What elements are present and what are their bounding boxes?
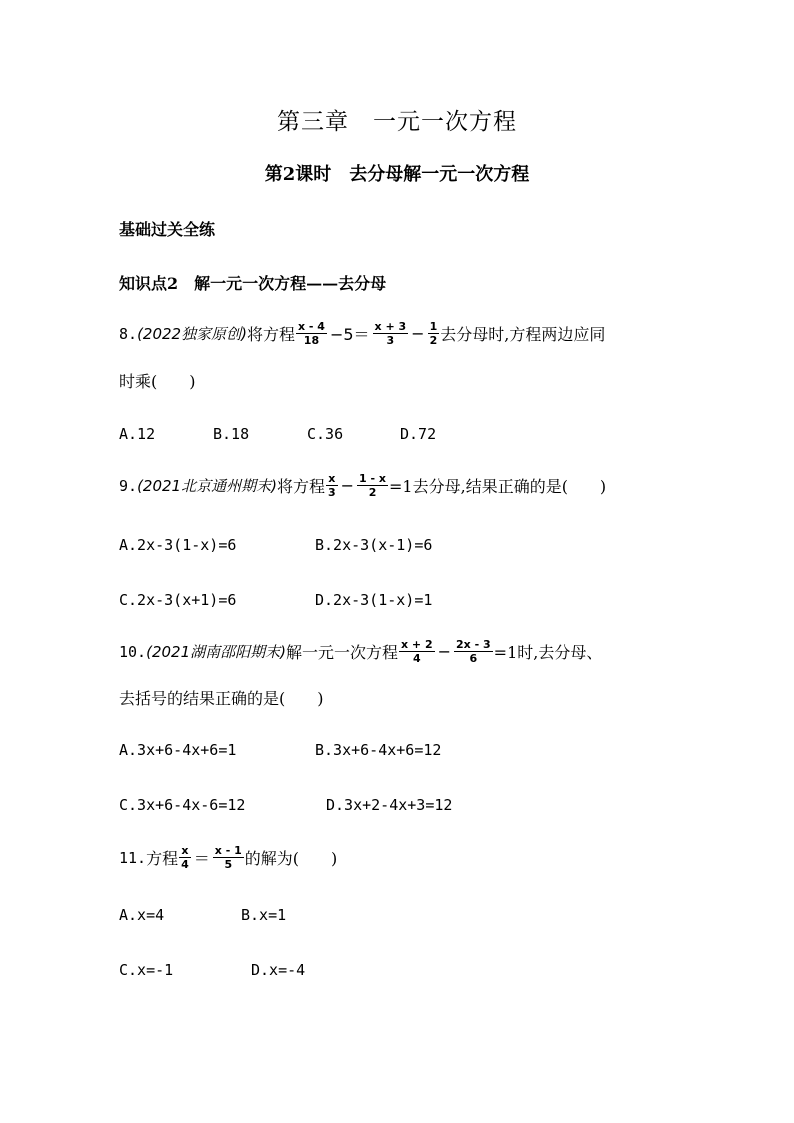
question-number: 8. <box>119 324 138 343</box>
question-number: 10. <box>119 642 147 661</box>
option-c: C.3x+6-4x-6=12 <box>119 796 246 814</box>
denominator: 18 <box>303 334 320 347</box>
question-text: =1时,去分母、 <box>493 643 603 662</box>
option-b: B.x=1 <box>241 906 287 924</box>
option-d: D.x=-4 <box>251 961 306 979</box>
question-10 <box>119 638 602 665</box>
knowledge-point-heading: 知识点2 解一元一次方程——去分母 <box>119 274 387 293</box>
question-8-line-2: 时乘( ) <box>119 372 196 391</box>
numerator: x + 3 <box>374 320 407 333</box>
fraction <box>373 320 409 347</box>
fraction <box>213 844 244 871</box>
denominator: 2 <box>429 334 438 347</box>
numerator: x <box>326 472 338 486</box>
numerator: 1 <box>429 320 438 333</box>
option-a: A.12 <box>119 425 156 443</box>
operator: − <box>411 324 425 343</box>
lesson-subtitle: 第2课时 去分母解一元一次方程 <box>264 164 530 185</box>
fraction <box>428 320 440 347</box>
fraction <box>399 638 435 665</box>
denominator: 5 <box>224 858 233 871</box>
option-b: B.2x-3(x-1)=6 <box>315 536 433 554</box>
question-text: 将方程 <box>246 325 295 344</box>
question-text: =1去分母,结果正确的是( ) <box>389 477 607 496</box>
question-source: (2021北京通州期末) <box>137 477 277 495</box>
fraction <box>454 638 493 665</box>
denominator: 4 <box>412 652 421 665</box>
fraction <box>296 320 327 347</box>
section-heading: 基础过关全练 <box>119 220 216 239</box>
question-text: 方程 <box>146 849 179 868</box>
operator: −5＝ <box>329 325 370 344</box>
question-11 <box>119 844 337 871</box>
numerator: 2x - 3 <box>456 638 491 651</box>
question-text: 去分母时,方程两边应同 <box>440 325 606 344</box>
chapter-title: 第三章 一元一次方程 <box>277 109 517 135</box>
question-source: (2021湖南邵阳期末) <box>146 643 286 661</box>
operator: − <box>437 642 452 661</box>
question-text: 的解为( ) <box>244 849 338 868</box>
question-text: 解一元一次方程 <box>285 643 398 662</box>
numerator: x - 4 <box>297 320 325 333</box>
question-source: (2022独家原创) <box>137 325 247 343</box>
question-text: 将方程 <box>276 477 325 496</box>
denominator: 3 <box>327 486 336 499</box>
numerator: x <box>179 844 191 858</box>
question-10-line-2: 去括号的结果正确的是( ) <box>119 689 324 708</box>
option-d: D.72 <box>400 425 437 443</box>
fraction <box>326 472 338 499</box>
operator: − <box>340 476 355 495</box>
fraction <box>357 472 388 499</box>
option-c: C.x=-1 <box>119 961 174 979</box>
option-d: D.2x-3(1-x)=1 <box>315 591 433 609</box>
question-9 <box>119 472 606 499</box>
option-d: D.3x+2-4x+3=12 <box>326 796 453 814</box>
option-c: C.36 <box>307 425 344 443</box>
option-a: A.2x-3(1-x)=6 <box>119 536 237 554</box>
operator: ＝ <box>193 849 210 868</box>
option-c: C.2x-3(x+1)=6 <box>119 591 237 609</box>
question-8 <box>119 320 605 347</box>
fraction <box>179 844 191 871</box>
denominator: 3 <box>386 334 395 347</box>
denominator: 2 <box>368 486 377 499</box>
option-a: A.x=4 <box>119 906 165 924</box>
denominator: 4 <box>181 858 189 871</box>
numerator: x - 1 <box>214 844 242 857</box>
question-number: 11. <box>119 848 147 867</box>
numerator: x + 2 <box>401 638 433 651</box>
option-b: B.3x+6-4x+6=12 <box>315 741 442 759</box>
option-b: B.18 <box>213 425 250 443</box>
option-a: A.3x+6-4x+6=1 <box>119 741 237 759</box>
question-number: 9. <box>119 476 138 495</box>
numerator: 1 - x <box>359 472 387 485</box>
denominator: 6 <box>469 652 478 665</box>
